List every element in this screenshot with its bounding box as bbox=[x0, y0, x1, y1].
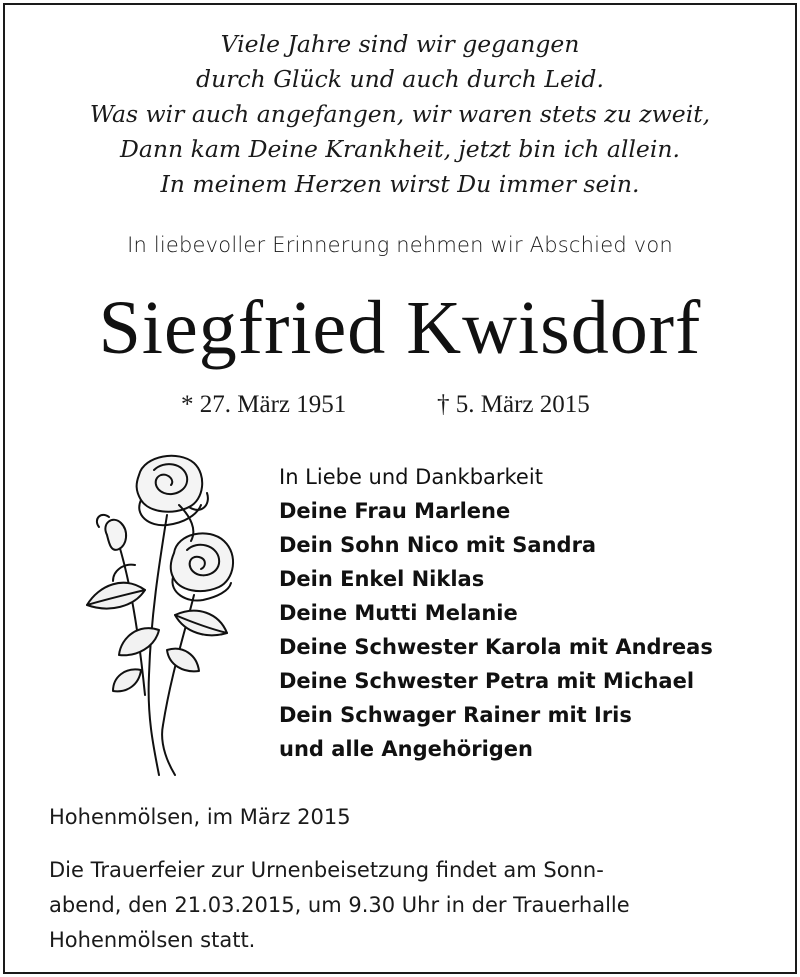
obituary-frame bbox=[3, 3, 797, 974]
ceremony-line: Hohenmölsen statt. bbox=[49, 928, 256, 952]
ceremony-notice bbox=[49, 853, 769, 958]
family-member: Deine Schwester Petra mit Michael bbox=[279, 669, 695, 693]
poem-line: Dann kam Deine Krankheit, jetzt bin ich allein. bbox=[120, 135, 680, 163]
family-member: Deine Mutti Melanie bbox=[279, 601, 518, 625]
poem-line: durch Glück und auch durch Leid. bbox=[196, 65, 604, 93]
family-member: und alle Angehörigen bbox=[279, 737, 533, 761]
poem-line: Was wir auch angefangen, wir waren stets zu zweit, bbox=[89, 100, 711, 128]
poem-line: Viele Jahre sind wir gegangen bbox=[220, 30, 580, 58]
family-member: Dein Enkel Niklas bbox=[279, 567, 485, 591]
rose-icon bbox=[79, 445, 249, 785]
family-member: Dein Sohn Nico mit Sandra bbox=[279, 533, 597, 557]
thanks-line: In Liebe und Dankbarkeit bbox=[279, 465, 543, 489]
deceased-name: Siegfried Kwisdorf bbox=[98, 286, 702, 370]
poem-line: In meinem Herzen wirst Du immer sein. bbox=[160, 170, 640, 198]
death-date: † 5. März 2015 bbox=[437, 391, 590, 418]
ceremony-line: Die Trauerfeier zur Urnenbeisetzung findet am Sonn- bbox=[49, 858, 604, 882]
family-member: Dein Schwager Rainer mit Iris bbox=[279, 703, 632, 727]
ceremony-line: abend, den 21.03.2015, um 9.30 Uhr in der Trauerhalle bbox=[49, 893, 630, 917]
family-member: Deine Schwester Karola mit Andreas bbox=[279, 635, 713, 659]
place-date: Hohenmölsen, im März 2015 bbox=[49, 805, 351, 829]
intro-text: In liebevoller Erinnerung nehmen wir Abschied von bbox=[127, 233, 673, 257]
birth-date: * 27. März 1951 bbox=[181, 391, 347, 418]
family-member: Deine Frau Marlene bbox=[279, 499, 511, 523]
poem bbox=[5, 27, 795, 202]
family-list bbox=[279, 460, 713, 766]
